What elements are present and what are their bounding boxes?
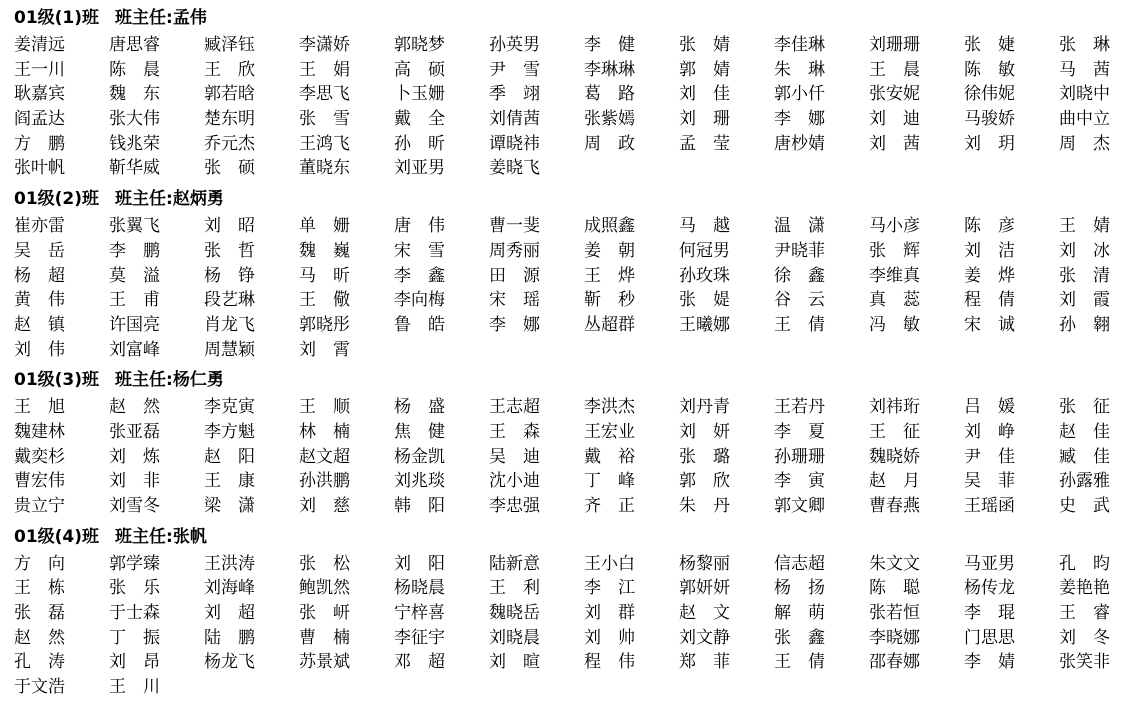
student-name: 张笑非 — [1059, 652, 1110, 673]
student-name: 刘 非 — [109, 471, 160, 492]
student-name: 刘 峥 — [964, 421, 1015, 442]
student-name: 许国亮 — [109, 314, 160, 335]
student-name: 王 娟 — [299, 59, 350, 80]
student-name: 周慧颖 — [204, 339, 255, 360]
student-name: 孟 莹 — [679, 133, 730, 154]
class-name: 01级(4)班 — [14, 526, 100, 547]
student-name: 郭学臻 — [109, 553, 160, 574]
student-name: 臧泽钰 — [204, 35, 255, 55]
class-roster-document — [14, 0, 1126, 700]
student-name: 刘亚男 — [394, 158, 445, 179]
student-name: 刘 迪 — [869, 109, 920, 130]
student-name: 郭若晗 — [204, 84, 255, 105]
student-name: 李征宇 — [394, 627, 445, 648]
student-name: 臧 佳 — [1059, 446, 1110, 467]
student-name: 张 辉 — [869, 240, 920, 261]
student-name: 张 婕 — [964, 35, 1015, 55]
student-name: 陈 彦 — [964, 216, 1015, 237]
student-name: 张 璐 — [679, 446, 730, 467]
student-name: 刘 冰 — [1059, 240, 1110, 261]
student-name: 杨 超 — [14, 265, 65, 286]
student-name: 刘富峰 — [109, 339, 160, 360]
student-name: 卜玉姗 — [394, 84, 445, 105]
student-name: 程 倩 — [964, 290, 1015, 311]
student-name: 刘 昭 — [204, 216, 255, 237]
student-name: 唐思睿 — [109, 35, 160, 55]
student-name: 李 娜 — [489, 314, 540, 335]
student-name: 姜 烨 — [964, 265, 1015, 286]
student-name: 郭晓梦 — [394, 35, 445, 55]
class-name: 01级(2)班 — [14, 189, 100, 210]
student-name: 张安妮 — [869, 84, 920, 105]
student-name: 王 利 — [489, 578, 540, 599]
student-name: 温 潇 — [774, 216, 825, 237]
student-name: 陆新意 — [489, 553, 540, 574]
student-name: 王曦娜 — [679, 314, 730, 335]
student-name: 刘 超 — [204, 603, 255, 624]
student-name: 邓 超 — [394, 652, 445, 673]
student-name: 朱文文 — [869, 553, 920, 574]
student-name: 李晓娜 — [869, 627, 920, 648]
student-name: 郭 欣 — [679, 471, 730, 492]
student-name: 真 蕊 — [869, 290, 920, 311]
student-name: 王小白 — [584, 553, 635, 574]
student-name: 刘 妍 — [679, 421, 730, 442]
student-name: 吴 岳 — [14, 240, 65, 261]
student-name: 刘 冬 — [1059, 627, 1110, 648]
student-name: 王一川 — [14, 59, 65, 80]
student-name: 李 娜 — [774, 109, 825, 130]
class-header — [14, 0, 1126, 33]
student-name: 葛 路 — [584, 84, 635, 105]
student-name: 宋 诚 — [964, 314, 1015, 335]
student-name: 赵 佳 — [1059, 421, 1110, 442]
student-name: 王 睿 — [1059, 603, 1110, 624]
student-name: 李 江 — [584, 578, 635, 599]
teacher-label: 班主任: — [115, 8, 173, 28]
student-name: 刘晓晨 — [489, 627, 540, 648]
student-name: 鲍凯然 — [299, 578, 350, 599]
student-name: 刘 昂 — [109, 652, 160, 673]
student-name: 靳 秒 — [584, 290, 635, 311]
student-name: 王若丹 — [774, 397, 825, 418]
student-name: 赵 然 — [109, 397, 160, 418]
student-name: 王 顺 — [299, 397, 350, 418]
student-name: 孙珊珊 — [774, 446, 825, 467]
student-roster — [14, 214, 1126, 362]
student-name: 李方魁 — [204, 421, 255, 442]
student-name: 李思飞 — [299, 84, 350, 105]
student-name: 方 鹏 — [14, 133, 65, 154]
student-name: 曲中立 — [1059, 109, 1110, 130]
student-roster — [14, 33, 1126, 181]
student-name: 尹晓菲 — [774, 240, 825, 261]
student-name: 魏晓岳 — [489, 603, 540, 624]
student-name: 尹 佳 — [964, 446, 1015, 467]
class-header — [14, 181, 1126, 214]
student-name: 李洪杰 — [584, 397, 635, 418]
student-name: 刘 慈 — [299, 496, 350, 516]
student-name: 张若恒 — [869, 603, 920, 624]
student-name: 成照鑫 — [584, 216, 635, 237]
teacher-label: 班主任: — [115, 189, 173, 210]
student-name: 魏 巍 — [299, 240, 350, 261]
student-name: 戴奕杉 — [14, 446, 65, 467]
teacher-name: 张帆 — [172, 526, 207, 547]
student-name: 郭晓彤 — [299, 314, 350, 335]
student-name: 单 姗 — [299, 216, 350, 237]
student-name: 唐 伟 — [394, 216, 445, 237]
student-name: 楚东明 — [204, 109, 255, 130]
student-name: 梁 潇 — [204, 496, 255, 516]
student-name: 李 鹏 — [109, 240, 160, 261]
student-name: 曹一斐 — [489, 216, 540, 237]
class-section — [14, 519, 1126, 700]
student-roster — [14, 395, 1126, 518]
student-name: 吴 菲 — [964, 471, 1015, 492]
student-name: 刘雪冬 — [109, 496, 160, 516]
student-name: 孔 涛 — [14, 652, 65, 673]
student-name: 杨 扬 — [774, 578, 825, 599]
student-name: 张 琳 — [1059, 35, 1110, 55]
student-name: 刘 珊 — [679, 109, 730, 130]
teacher-name: 赵炳勇 — [172, 189, 224, 210]
student-name: 解 萌 — [774, 603, 825, 624]
student-name: 王志超 — [489, 397, 540, 418]
student-name: 杨 盛 — [394, 397, 445, 418]
class-name: 01级(1)班 — [14, 8, 100, 28]
student-name: 赵 文 — [679, 603, 730, 624]
student-name: 刘 茜 — [869, 133, 920, 154]
student-name: 张 磊 — [14, 603, 65, 624]
student-name: 李潇娇 — [299, 35, 350, 55]
student-name: 陈 敏 — [964, 59, 1015, 80]
student-name: 林 楠 — [299, 421, 350, 442]
student-name: 曹 楠 — [299, 627, 350, 648]
student-name: 陈 晨 — [109, 59, 160, 80]
student-name: 杨 铮 — [204, 265, 255, 286]
student-name: 刘 玥 — [964, 133, 1015, 154]
student-name: 刘海峰 — [204, 578, 255, 599]
student-name: 姜晓飞 — [489, 158, 540, 179]
student-name: 周 杰 — [1059, 133, 1110, 154]
student-name: 赵 阳 — [204, 446, 255, 467]
student-name: 黄 伟 — [14, 290, 65, 311]
student-name: 张 雪 — [299, 109, 350, 130]
student-name: 张大伟 — [109, 109, 160, 130]
class-section — [14, 0, 1126, 181]
student-name: 王 旭 — [14, 397, 65, 418]
student-name: 刘丹青 — [679, 397, 730, 418]
student-name: 王 晨 — [869, 59, 920, 80]
class-name: 01级(3)班 — [14, 370, 100, 391]
student-name: 张亚磊 — [109, 421, 160, 442]
student-name: 李 婧 — [964, 652, 1015, 673]
student-name: 王 栋 — [14, 578, 65, 599]
student-name: 于士森 — [109, 603, 160, 624]
student-name: 孙洪鹏 — [299, 471, 350, 492]
student-name: 张 硕 — [204, 158, 255, 179]
student-name: 郑 菲 — [679, 652, 730, 673]
student-name: 吕 媛 — [964, 397, 1015, 418]
student-name: 王 儆 — [299, 290, 350, 311]
student-name: 王 倩 — [774, 652, 825, 673]
student-name: 郭小仟 — [774, 84, 825, 105]
student-name: 王 森 — [489, 421, 540, 442]
student-name: 焦 健 — [394, 421, 445, 442]
student-name: 张 鑫 — [774, 627, 825, 648]
student-name: 张叶帆 — [14, 158, 65, 179]
student-name: 杨晓晨 — [394, 578, 445, 599]
student-name: 齐 正 — [584, 496, 635, 516]
student-name: 董晓东 — [299, 158, 350, 179]
class-section — [14, 181, 1126, 362]
student-name: 孙 翱 — [1059, 314, 1110, 335]
teacher-name: 杨仁勇 — [172, 370, 224, 391]
student-name: 沈小迪 — [489, 471, 540, 492]
student-name: 刘倩茜 — [489, 109, 540, 130]
student-name: 王鸿飞 — [299, 133, 350, 154]
student-name: 苏景斌 — [299, 652, 350, 673]
student-name: 鲁 皓 — [394, 314, 445, 335]
student-name: 刘 洁 — [964, 240, 1015, 261]
student-name: 崔亦雷 — [14, 216, 65, 237]
student-name: 刘 帅 — [584, 627, 635, 648]
student-name: 杨龙飞 — [204, 652, 255, 673]
student-name: 刘 伟 — [14, 339, 65, 360]
student-name: 马 茜 — [1059, 59, 1110, 80]
student-name: 李维真 — [869, 265, 920, 286]
teacher-label: 班主任: — [115, 370, 173, 391]
student-name: 宁梓喜 — [394, 603, 445, 624]
student-name: 张 婧 — [679, 35, 730, 55]
student-name: 赵 月 — [869, 471, 920, 492]
student-name: 李 健 — [584, 35, 635, 55]
student-name: 张 松 — [299, 553, 350, 574]
student-name: 程 伟 — [584, 652, 635, 673]
student-name: 杨黎丽 — [679, 553, 730, 574]
student-name: 孙英男 — [489, 35, 540, 55]
teacher-name: 孟伟 — [172, 8, 207, 28]
student-name: 何冠男 — [679, 240, 730, 261]
student-name: 徐 鑫 — [774, 265, 825, 286]
student-name: 刘文静 — [679, 627, 730, 648]
student-name: 邵春娜 — [869, 652, 920, 673]
student-name: 徐伟妮 — [964, 84, 1015, 105]
student-name: 孙 昕 — [394, 133, 445, 154]
student-name: 于文浩 — [14, 677, 65, 698]
student-name: 郭 婧 — [679, 59, 730, 80]
student-name: 郭妍妍 — [679, 578, 730, 599]
student-name: 张紫嫣 — [584, 109, 635, 130]
student-name: 刘 炼 — [109, 446, 160, 467]
student-name: 马小彦 — [869, 216, 920, 237]
student-name: 李 鑫 — [394, 265, 445, 286]
student-name: 戴 全 — [394, 109, 445, 130]
class-header — [14, 362, 1126, 395]
student-name: 张 征 — [1059, 397, 1110, 418]
student-name: 杨传龙 — [964, 578, 1015, 599]
student-name: 唐杪婧 — [774, 133, 825, 154]
student-name: 吴 迪 — [489, 446, 540, 467]
student-name: 张 乐 — [109, 578, 160, 599]
student-name: 季 翊 — [489, 84, 540, 105]
student-name: 刘晓中 — [1059, 84, 1110, 105]
student-name: 钱兆荣 — [109, 133, 160, 154]
student-name: 宋 雪 — [394, 240, 445, 261]
student-name: 李忠强 — [489, 496, 540, 516]
student-name: 姜 朝 — [584, 240, 635, 261]
student-name: 田 源 — [489, 265, 540, 286]
student-name: 张翼飞 — [109, 216, 160, 237]
student-name: 王 甫 — [109, 290, 160, 311]
student-name: 李琳琳 — [584, 59, 635, 80]
student-name: 丁 振 — [109, 627, 160, 648]
student-name: 谭晓祎 — [489, 133, 540, 154]
student-name: 王 烨 — [584, 265, 635, 286]
student-name: 尹 雪 — [489, 59, 540, 80]
student-name: 陆 鹏 — [204, 627, 255, 648]
student-name: 信志超 — [774, 553, 825, 574]
student-name: 刘 群 — [584, 603, 635, 624]
student-name: 周秀丽 — [489, 240, 540, 261]
student-name: 阎孟达 — [14, 109, 65, 130]
student-name: 王 征 — [869, 421, 920, 442]
student-name: 赵文超 — [299, 446, 350, 467]
student-name: 宋 瑶 — [489, 290, 540, 311]
student-name: 郭文卿 — [774, 496, 825, 516]
student-name: 王瑶函 — [964, 496, 1015, 516]
student-name: 马 越 — [679, 216, 730, 237]
class-section — [14, 362, 1126, 518]
student-name: 方 向 — [14, 553, 65, 574]
student-name: 马亚男 — [964, 553, 1015, 574]
student-name: 李 寅 — [774, 471, 825, 492]
student-name: 李佳琳 — [774, 35, 825, 55]
student-name: 姜清远 — [14, 35, 65, 55]
student-name: 段艺琳 — [204, 290, 255, 311]
student-name: 赵 镇 — [14, 314, 65, 335]
student-name: 刘 霞 — [1059, 290, 1110, 311]
student-name: 王 婧 — [1059, 216, 1110, 237]
student-name: 丛超群 — [584, 314, 635, 335]
class-header — [14, 519, 1126, 552]
student-name: 刘兆琰 — [394, 471, 445, 492]
student-name: 王 康 — [204, 471, 255, 492]
student-roster — [14, 552, 1126, 700]
student-name: 刘 霄 — [299, 339, 350, 360]
student-name: 王宏业 — [584, 421, 635, 442]
student-name: 乔元杰 — [204, 133, 255, 154]
student-name: 马骏娇 — [964, 109, 1015, 130]
student-name: 王 川 — [109, 677, 160, 698]
student-name: 李向梅 — [394, 290, 445, 311]
student-name: 张 哲 — [204, 240, 255, 261]
student-name: 刘 暄 — [489, 652, 540, 673]
student-name: 赵 然 — [14, 627, 65, 648]
student-name: 刘珊珊 — [869, 35, 920, 55]
student-name: 耿嘉宾 — [14, 84, 65, 105]
student-name: 孙玫珠 — [679, 265, 730, 286]
student-name: 周 政 — [584, 133, 635, 154]
student-name: 马 昕 — [299, 265, 350, 286]
student-name: 陈 聪 — [869, 578, 920, 599]
student-name: 张 清 — [1059, 265, 1110, 286]
student-name: 曹宏伟 — [14, 471, 65, 492]
student-name: 魏 东 — [109, 84, 160, 105]
student-name: 肖龙飞 — [204, 314, 255, 335]
student-name: 魏晓娇 — [869, 446, 920, 467]
student-name: 王洪涛 — [204, 553, 255, 574]
student-name: 韩 阳 — [394, 496, 445, 516]
student-name: 张 媞 — [679, 290, 730, 311]
student-name: 史 武 — [1059, 496, 1110, 516]
student-name: 门思思 — [964, 627, 1015, 648]
student-name: 魏建林 — [14, 421, 65, 442]
student-name: 李 夏 — [774, 421, 825, 442]
student-name: 丁 峰 — [584, 471, 635, 492]
student-name: 朱 琳 — [774, 59, 825, 80]
student-name: 王 欣 — [204, 59, 255, 80]
student-name: 杨金凯 — [394, 446, 445, 467]
student-name: 刘 佳 — [679, 84, 730, 105]
student-name: 莫 溢 — [109, 265, 160, 286]
student-name: 靳华威 — [109, 158, 160, 179]
student-name: 高 硕 — [394, 59, 445, 80]
student-name: 李 琨 — [964, 603, 1015, 624]
student-name: 姜艳艳 — [1059, 578, 1110, 599]
student-name: 王 倩 — [774, 314, 825, 335]
student-name: 戴 裕 — [584, 446, 635, 467]
student-name: 刘 阳 — [394, 553, 445, 574]
student-name: 曹春燕 — [869, 496, 920, 516]
student-name: 张 岍 — [299, 603, 350, 624]
student-name: 刘祎珩 — [869, 397, 920, 418]
student-name: 李克寅 — [204, 397, 255, 418]
student-name: 贵立宁 — [14, 496, 65, 516]
student-name: 孙露雅 — [1059, 471, 1110, 492]
student-name: 朱 丹 — [679, 496, 730, 516]
teacher-label: 班主任: — [115, 526, 173, 547]
student-name: 谷 云 — [774, 290, 825, 311]
student-name: 冯 敏 — [869, 314, 920, 335]
student-name: 孔 昀 — [1059, 553, 1110, 574]
